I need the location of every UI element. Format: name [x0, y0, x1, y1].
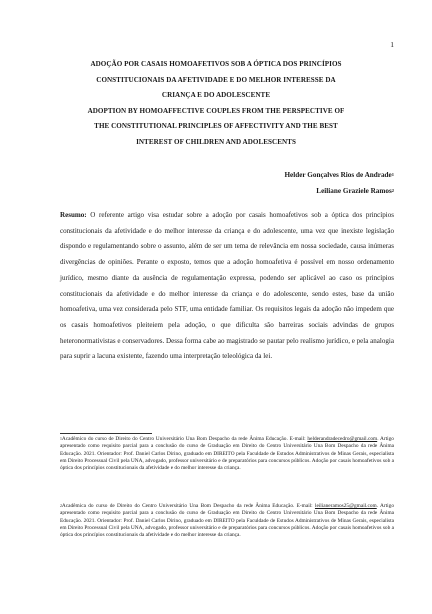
footnote-mark: 1 — [60, 437, 62, 441]
english-title-line: ADOPTION BY HOMOAFFECTIVE COUPLES FROM THE PERSPECTIVE OF — [87, 106, 345, 115]
author-name: Helder Gonçalves Rios de Andrade — [284, 171, 392, 179]
footnote-lead: Acadêmico do curso de Direito do Centro Universitário Una Bom Despacho da rede Ânima Educação. E-mail: — [61, 436, 306, 442]
author-1 — [284, 168, 394, 184]
footnote-lead: Acadêmica do curso de Direito do Centro Universitário Una Bom Despacho da rede Ânima Educação. E-mail: — [61, 503, 313, 509]
email-link[interactable]: helderandradecedro@gmail.com — [307, 436, 378, 442]
abstract-text: O referente artigo visa estudar sobre a adoção por casais homoafetivos sob a óptica dos princípios constitucionais da afetividade e do melhor interesse da criança e do adolescente, uma vez que inexiste legislação dispondo e regulamentando sobre o assunto, além de ser um tema de relevância em nossa sociedade, causa inúmeras divergências de opiniões. Perante o exposto, temos que a adoção homoafetiva é possível em nosso ordenamento jurídico, mesmo diante da ausência de regulamentação expressa, podendo ser aplicável ao caso os princípios constitucionais da afetividade e do melhor interesse da criança e do adolescente, sendo estes, base da união homoafetiva, uma vez considerada pelo STF, uma entidade familiar. Os requisitos legais da adoção não impedem que os casais homoafetivos pleiteiem pela adoção, o que dificulta são barreiras sociais advindas de grupos heteronormativistas e conservadores. Dessa forma cabe ao magistrado se pautar pelo realismo jurídico, e pela analogia para suprir a lacuna existente, fazendo uma interpretação teleológica da lei. — [60, 211, 395, 361]
author-name: Leiliane Graziele Ramos — [316, 186, 392, 195]
footnote-2 — [60, 503, 394, 539]
english-title-line: INTEREST OF CHILDREN AND ADOLESCENTS — [136, 137, 296, 146]
footnote-text: . Artigo apresentado como requisito parcial para a conclusão do curso de Graduação em Direito do Centro Universitário Una Bom Despacho da rede Ânima Educação. 2021. Orientador: Prof. Daniel Carlos Dirino, graduado em DIREITO pela Faculdade de Estudos Administrativos de Minas Gerais, especialista em Direito Processual Civil pela UNA, advogado, professor universitário e de preparatórios para concursos públicos. Adoção por casais homoafetivos sob a óptica dos princípios constitucionais da afetividade e do melhor interesse da criança. — [60, 503, 394, 539]
footnote-marker: 2 — [391, 187, 394, 193]
footnote-marker: 1 — [391, 172, 394, 177]
page-number: 1 — [390, 40, 394, 49]
footnote-1 — [60, 436, 394, 472]
footnote-mark: 2 — [60, 504, 62, 508]
footnote-text: . Artigo apresentado como requisito parcial para a conclusão do curso de Graduação em Direito do Centro Universitário Una Bom Despacho da rede Ânima Educação. 2021. Orientador: Prof. Daniel Carlos Dirino, graduado em DIREITO pela Faculdade de Estudos Administrativos de Minas Gerais, especialista em Direito Processual Civil pela UNA, advogado, professor universitário e de preparatórios para concursos públicos. Adoção por casais homoafetivos sob a óptica dos princípios constitucionais da afetividade e do melhor interesse da criança. — [60, 436, 394, 472]
author-list — [284, 168, 394, 199]
title-block — [40, 57, 392, 150]
author-2 — [284, 184, 394, 200]
english-title-line: THE CONSTITUTIONAL PRINCIPLES OF AFFECTIVITY AND THE BEST — [94, 122, 338, 130]
abstract-label: Resumo: — [60, 211, 87, 219]
title-line: CRIANÇA E DO ADOLESCENTE — [161, 91, 271, 99]
abstract — [60, 208, 394, 365]
email-link[interactable]: leilianeramos25@gmail.com — [314, 503, 377, 509]
title-line: ADOÇÃO POR CASAIS HOMOAFETIVOS SOB A ÓPTICA DOS PRINCÍPIOS — [90, 60, 342, 68]
title-line: CONSTITUCIONAIS DA AFETIVIDADE E DO MELHOR INTERESSE DA — [96, 75, 336, 84]
footnote-separator — [60, 433, 152, 434]
